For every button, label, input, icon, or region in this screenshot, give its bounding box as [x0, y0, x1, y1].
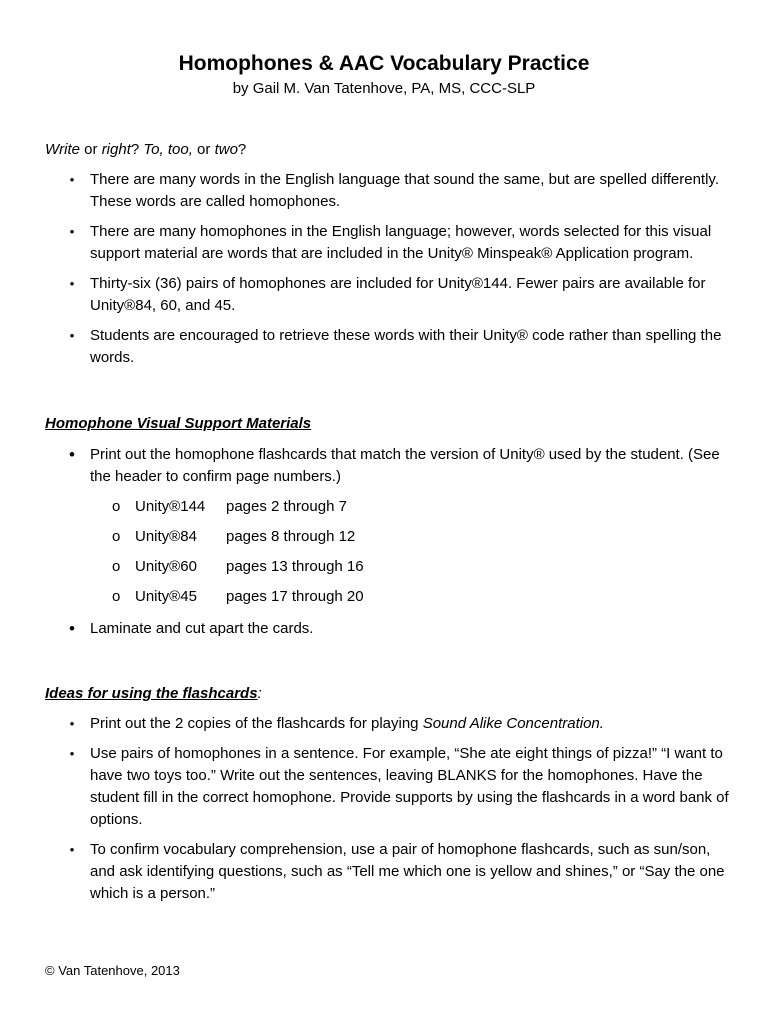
list-item — [110, 586, 610, 616]
bullet-icon: • — [69, 716, 75, 731]
page-range: pages 2 through 7 — [226, 498, 347, 515]
author-byline: by Gail M. Van Tatenhove, PA, MS, CCC-SLP — [232, 80, 536, 97]
sub-bullet-icon: o — [112, 498, 121, 515]
unity-version: Unity®60 — [135, 558, 197, 575]
bullet-icon: • — [69, 172, 75, 187]
bullet-icon: • — [69, 842, 75, 857]
list-item — [110, 526, 610, 556]
list-item-text: Laminate and cut apart the cards. — [90, 620, 314, 637]
ideas-heading-text: Ideas for using the flashcards — [45, 685, 258, 702]
list-item-text: There are many words in the English language that sound the same, but are spelled differently. These words are called homophones. — [90, 171, 719, 210]
list-item — [45, 713, 735, 735]
sub-bullet-icon: o — [112, 528, 121, 545]
bullet-icon: • — [69, 328, 75, 343]
bullet-icon: • — [69, 619, 75, 638]
list-item-text: Use pairs of homophones in a sentence. For example, “She ate eight things of pizza!” “I want to have two toys too.” Write out the sentences, leaving BLANKS for the homophones. Have the student fill in the correct homophone. Provide supports by using the flashcards in a word bank of options. — [90, 745, 729, 828]
section-heading-ideas — [45, 683, 735, 705]
list-item — [45, 839, 735, 905]
sub-bullet-icon: o — [112, 588, 121, 605]
intro-text: or — [192, 141, 215, 158]
laminate-list — [45, 618, 735, 648]
list-item — [45, 618, 735, 640]
list-item — [45, 444, 735, 488]
unity-version: Unity®45 — [135, 588, 197, 605]
list-item — [45, 325, 735, 369]
game-name: Sound Alike Concentration. — [422, 715, 604, 732]
unity-version-list — [110, 496, 610, 616]
list-item — [45, 169, 735, 213]
visual-support-list — [45, 444, 735, 496]
list-item — [110, 496, 610, 526]
list-item — [45, 221, 735, 265]
ideas-list — [45, 713, 735, 913]
intro-question — [45, 139, 735, 161]
bullet-icon: • — [69, 224, 75, 239]
list-item-text: There are many homophones in the English language; however, words selected for this visual support material are words that are included in the Unity® Minspeak® Application program. — [90, 223, 712, 262]
bullet-icon: • — [69, 276, 75, 291]
list-item-text: Print out the homophone flashcards that match the version of Unity® used by the student. (See the header to confirm page numbers.) — [90, 446, 720, 485]
list-item-text: To confirm vocabulary comprehension, use a pair of homophone flashcards, such as sun/son, and ask identifying questions, such as “Tell me which one is yellow and shines,” or “Say the one which is a person.” — [90, 841, 725, 902]
intro-text: or — [80, 141, 102, 158]
list-item — [45, 743, 735, 831]
list-item-text: Thirty-six (36) pairs of homophones are included for Unity®144. Fewer pairs are available for Unity®84, 60, and 45. — [90, 275, 706, 314]
page-range: pages 17 through 20 — [226, 588, 364, 605]
intro-word-two: two — [214, 141, 238, 158]
list-item-text: Students are encouraged to retrieve these words with their Unity® code rather than spelling the words. — [90, 327, 722, 366]
page-range: pages 13 through 16 — [226, 558, 364, 575]
sub-bullet-icon: o — [112, 558, 121, 575]
page-range: pages 8 through 12 — [226, 528, 356, 545]
bullet-icon: • — [69, 445, 75, 464]
page-title: Homophones & AAC Vocabulary Practice — [178, 52, 590, 75]
unity-version: Unity®84 — [135, 528, 197, 545]
copyright-footer: © Van Tatenhove, 2013 — [45, 963, 180, 978]
intro-text: ? — [237, 141, 247, 158]
intro-text: ? — [130, 141, 144, 158]
intro-word-write: Write — [45, 141, 80, 158]
intro-word-right: right — [101, 141, 131, 158]
intro-bullet-list — [45, 169, 735, 377]
bullet-icon: • — [69, 746, 75, 761]
list-item — [45, 273, 735, 317]
list-item-text: Print out the 2 copies of the flashcards for playing — [90, 715, 423, 732]
section-heading-visual-support: Homophone Visual Support Materials — [45, 415, 312, 432]
list-item — [110, 556, 610, 586]
unity-version: Unity®144 — [135, 498, 206, 515]
intro-word-to-too: To, too, — [143, 141, 193, 158]
ideas-heading-colon: : — [257, 685, 262, 702]
